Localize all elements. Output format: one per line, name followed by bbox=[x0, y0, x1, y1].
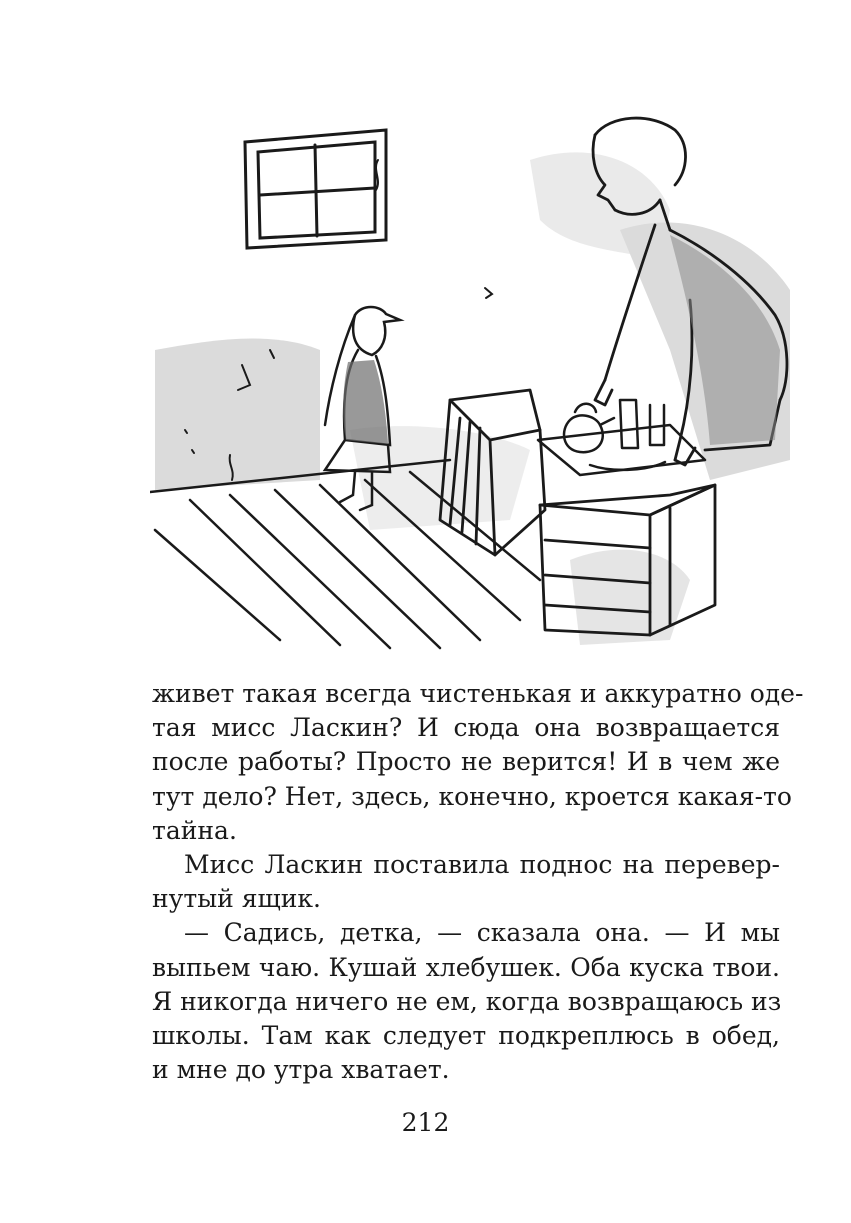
text-line: Мисс Ласкин поставила поднос на перевер- bbox=[184, 849, 780, 879]
text-line: и мне до утра хватает. bbox=[152, 1055, 450, 1085]
text-line: тут дело? Нет, здесь, конечно, кроется какая-то bbox=[152, 781, 792, 811]
text-line: школы. Там как следует подкреплюсь в обед, bbox=[152, 1020, 780, 1050]
text-line: Я никогда ничего не ем, когда возвращаюсь из bbox=[152, 986, 782, 1016]
text-line: — Садись, детка, — сказала она. — И мы bbox=[184, 918, 780, 948]
text-line: тайна. bbox=[152, 815, 237, 845]
window bbox=[245, 130, 386, 248]
wash-layer bbox=[155, 152, 790, 645]
text-line: живет такая всегда чистенькая и аккуратно оде- bbox=[152, 679, 804, 708]
ink-drawing bbox=[150, 100, 800, 660]
illustration bbox=[150, 100, 800, 660]
text-line: нутый ящик. bbox=[152, 884, 321, 914]
body-text bbox=[152, 677, 804, 1087]
text-line: после работы? Просто не верится! И в чем же bbox=[152, 747, 780, 777]
crate-left bbox=[440, 390, 545, 555]
text-line: выпьем чаю. Кушай хлебушек. Оба куска твои. bbox=[152, 952, 780, 982]
text-line: тая мисс Ласкин? И сюда она возвращается bbox=[152, 713, 780, 743]
page-number: 212 bbox=[401, 1108, 450, 1137]
